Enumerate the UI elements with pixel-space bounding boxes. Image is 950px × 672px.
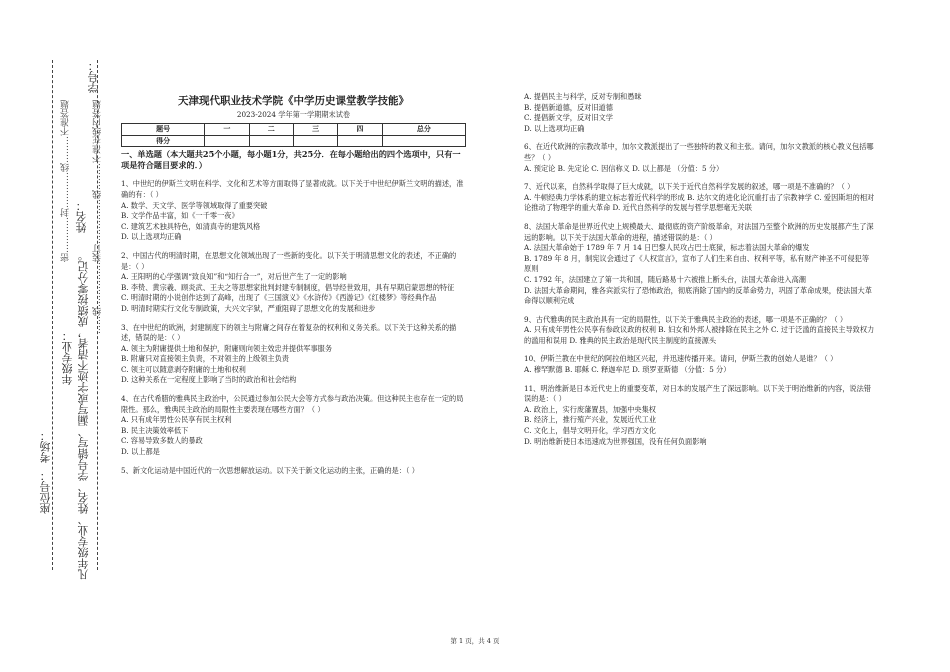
answer-option[interactable]: B. 1789 年 8 月，制宪议会通过了《人权宣言》，宣布了人们生来自由、权利平等，私有财产神圣不可侵犯等原则 bbox=[524, 253, 870, 274]
exam-title: 天津现代职业技术学院《中学历史课堂教学技能》 bbox=[178, 95, 409, 107]
question-stem: 2、中国古代的明清时期，在思想文化领域出现了一些新的变化。以下关于明清思想文化的表述，不正确的是：（ ） bbox=[121, 250, 457, 271]
answer-option[interactable]: A. 法国大革命始于 1789 年 7 月 14 日巴黎人民攻占巴士底狱，标志着法国大革命的爆发 bbox=[524, 243, 810, 253]
score-input-cell[interactable] bbox=[249, 135, 293, 147]
right-question-list bbox=[524, 142, 876, 447]
exam-subtitle: 2023-2024 学年第一学期期末试卷 bbox=[236, 109, 351, 119]
answer-option[interactable]: A. 王阳明的心学强调“致良知”和“知行合一”，对后世产生了一定的影响 bbox=[121, 272, 347, 282]
answer-option[interactable]: C. 明清时期的小说创作达到了高峰，出现了《三国演义》《水浒传》《西游记》《红楼梦》等经典作品 bbox=[121, 293, 437, 303]
name-label: 姓名： bbox=[75, 200, 88, 233]
question-stem: 1、中世纪的伊斯兰文明在科学、文化和艺术等方面取得了显著成就。以下关于中世纪伊斯兰文明的描述，准确的有：（ ） bbox=[121, 179, 464, 199]
answer-option[interactable]: B. 附庸只对直接领主负责，不对领主的上级领主负责 bbox=[121, 354, 289, 364]
question-item bbox=[524, 142, 876, 174]
question-item bbox=[121, 323, 466, 387]
question-item bbox=[524, 222, 876, 307]
score-table bbox=[121, 123, 466, 147]
answer-option[interactable]: A. 只有成年男性公民享有参政议政的权利 B. 妇女和外邦人被排除在民主之外 C. 过于泛滥的直接民主导致权力的滥用和误用 D. 雅典的民主政治是现代民主制度的直接源头 bbox=[524, 325, 875, 345]
score-cell: 一 bbox=[205, 124, 249, 136]
section-heading: 一、单选题（本大题共25个小题，每小题1分，共25分．在每小题给出的四个选项中，只有一项是符合题目要求的．） bbox=[121, 149, 461, 171]
score-table-score-row bbox=[122, 135, 466, 147]
seat-label: 座位号： bbox=[39, 470, 52, 514]
question-item bbox=[121, 251, 466, 315]
answer-option[interactable]: C. 1792 年，法国建立了第一共和国，随后路易十六被推上断头台，法国大革命进入高潮 bbox=[524, 274, 806, 284]
question-item bbox=[121, 466, 466, 477]
question-item bbox=[121, 179, 466, 243]
answer-option[interactable]: D. 法国大革命期间，雅各宾派实行了恐怖政治，彻底消除了国内的反革命势力，巩固了革命成果，使法国大革命得以顺利完成 bbox=[524, 285, 872, 306]
answer-option[interactable]: B. 经济上，推行殖产兴业，发展近代工业 bbox=[524, 415, 657, 425]
score-input-cell[interactable] bbox=[293, 135, 337, 147]
answer-option[interactable]: D. 以上选项均正确 bbox=[524, 123, 585, 133]
score-cell: 总分 bbox=[382, 124, 465, 136]
grade-major-label: 年级专业： bbox=[61, 330, 74, 385]
continued-options bbox=[524, 92, 876, 134]
left-question-list bbox=[121, 179, 466, 476]
answer-option[interactable]: A. 牛顿经典力学体系的建立标志着近代科学的形成 B. 达尔文的进化论沉重打击了宗教神学 C. 爱因斯坦的相对论推动了物理学的重大革命 D. 近代自然科学的发展与哲学思想毫无关联 bbox=[524, 192, 875, 213]
answer-option[interactable]: B. 文学作品丰富，如《一千零一夜》 bbox=[121, 211, 239, 221]
score-input-cell[interactable] bbox=[205, 135, 249, 147]
answer-option[interactable]: B. 民主决策效率低下 bbox=[121, 425, 189, 435]
student-id-label: 学号： bbox=[87, 60, 100, 93]
answer-option[interactable]: A. 只有成年男性公民享有民主权利 bbox=[121, 415, 232, 425]
answer-option[interactable]: D. 以上都是 bbox=[121, 447, 160, 457]
question-stem: 10、伊斯兰教在中世纪的阿拉伯地区兴起，并迅速传播开来。请问，伊斯兰教的创始人是谁？（ ） bbox=[524, 354, 838, 364]
answer-option[interactable]: C. 文化上，倡导文明开化，学习西方文化 bbox=[524, 426, 657, 436]
answer-option[interactable]: D. 明清时期实行文化专制政策，大兴文字狱，严重阻碍了思想文化的发展和进步 bbox=[121, 303, 376, 313]
answer-option[interactable]: D. 以上选项均正确 bbox=[121, 232, 182, 242]
score-cell: 二 bbox=[249, 124, 293, 136]
answer-option[interactable]: C. 建筑艺术独具特色，如清真寺的建筑风格 bbox=[121, 221, 261, 231]
question-stem: 3、在中世纪的欧洲，封建制度下的领主与附庸之间存在着复杂的权利和义务关系。以下关于这种关系的描述，错误的是：（ ） bbox=[121, 322, 457, 343]
score-cell: 三 bbox=[293, 124, 337, 136]
answer-option[interactable]: D. 明治维新使日本迅速成为世界强国，没有任何负面影响 bbox=[524, 436, 707, 446]
answer-option[interactable]: A. 数学、天文学、医学等领域取得了重要突破 bbox=[121, 200, 268, 210]
exam-room-label: 考场： bbox=[39, 430, 52, 463]
question-stem: 7、近代以来，自然科学取得了巨大成就，以下关于近代自然科学发展的叙述，哪一项是不准确的？（ ） bbox=[524, 182, 855, 192]
score-cell: 得分 bbox=[122, 135, 205, 147]
answer-option[interactable]: C. 领主可以随意剥夺附庸的土地和权利 bbox=[121, 364, 246, 374]
seal-line bbox=[52, 60, 53, 570]
question-item bbox=[524, 354, 876, 375]
answer-option[interactable]: A. 穆罕默德 B. 耶稣 C. 释迦牟尼 D. 琐罗亚斯德 （分值：5 分） bbox=[524, 365, 731, 375]
page-number: 第 1 页，共 4 页 bbox=[450, 637, 500, 645]
answer-option[interactable]: C. 容易导致多数人的暴政 bbox=[121, 436, 203, 446]
question-item bbox=[524, 315, 876, 347]
question-stem: 11、明治维新是日本近代史上的重要变革，对日本的发展产生了深远影响。以下关于明治维新的内容，说法错误的是：（ ） bbox=[524, 383, 871, 404]
seal-note: 密…………封…………线………不准答题 bbox=[61, 100, 71, 262]
question-stem: 8、法国大革命是世界近代史上规模最大、最彻底的资产阶级革命，对法国乃至整个欧洲的历史发展都产生了深远的影响。以下关于法国大革命的进程，描述错误的是：（ ） bbox=[524, 221, 874, 242]
question-stem: 6、在近代欧洲的宗教改革中，加尔文教派提出了一些独特的教义和主张。请问，加尔文教派的核心教义包括哪些？（ ） bbox=[524, 142, 874, 162]
answer-option[interactable]: A. 领主为附庸提供土地和保护，附庸则向领主效忠并提供军事服务 bbox=[121, 343, 333, 353]
question-item bbox=[121, 394, 466, 458]
right-column bbox=[524, 92, 876, 447]
answer-option[interactable]: B. 李贽、黄宗羲、顾炎武、王夫之等思想家批判封建专制制度，倡导经世致用，具有早期启蒙思想的特征 bbox=[121, 282, 455, 292]
question-stem: 5、新文化运动是中国近代的一次思想解放运动。以下关于新文化运动的主张，正确的是：（ ） bbox=[121, 465, 419, 475]
question-item bbox=[524, 384, 876, 448]
answer-option[interactable]: C. 提倡新文学，反对旧文学 bbox=[524, 113, 613, 123]
score-table-header-row bbox=[122, 124, 466, 136]
question-item bbox=[524, 182, 876, 214]
question-stem: 9、古代雅典的民主政治具有一定的局限性，以下关于雅典民主政治的表述，哪一项是不正确的？（ ） bbox=[524, 314, 848, 324]
answer-option[interactable]: D. 这种关系在一定程度上影响了当时的政治和社会结构 bbox=[121, 375, 297, 385]
binding-note: ……线……………装订……………线………不准在线内答题 bbox=[93, 100, 103, 334]
score-input-cell[interactable] bbox=[338, 135, 382, 147]
question-stem: 4、在古代希腊的雅典民主政治中，公民通过参加公民大会等方式参与政治决策。但这种民主也存在一定的局限性。那么，雅典民主政治的局限性主要表现在哪些方面？（ ） bbox=[121, 394, 464, 414]
score-cell: 题号 bbox=[122, 124, 205, 136]
binding-margin bbox=[0, 0, 108, 672]
answer-option[interactable]: A. 提倡民主与科学，反对专制和愚昧 bbox=[524, 92, 642, 101]
answer-option[interactable]: B. 提倡新道德，反对旧道德 bbox=[524, 102, 613, 112]
warning-text: 凡年级专业、姓名、学号错写、漏写或字迹不清者，成绩按零分记。 bbox=[77, 250, 90, 580]
left-column bbox=[121, 88, 466, 476]
score-cell: 四 bbox=[338, 124, 382, 136]
answer-option[interactable]: A. 预定论 B. 先定论 C. 因信称义 D. 以上都是 （分值：5 分） bbox=[524, 163, 724, 173]
score-input-cell[interactable] bbox=[382, 135, 465, 147]
answer-option[interactable]: A. 政治上，实行废藩置县，加强中央集权 bbox=[524, 404, 656, 414]
